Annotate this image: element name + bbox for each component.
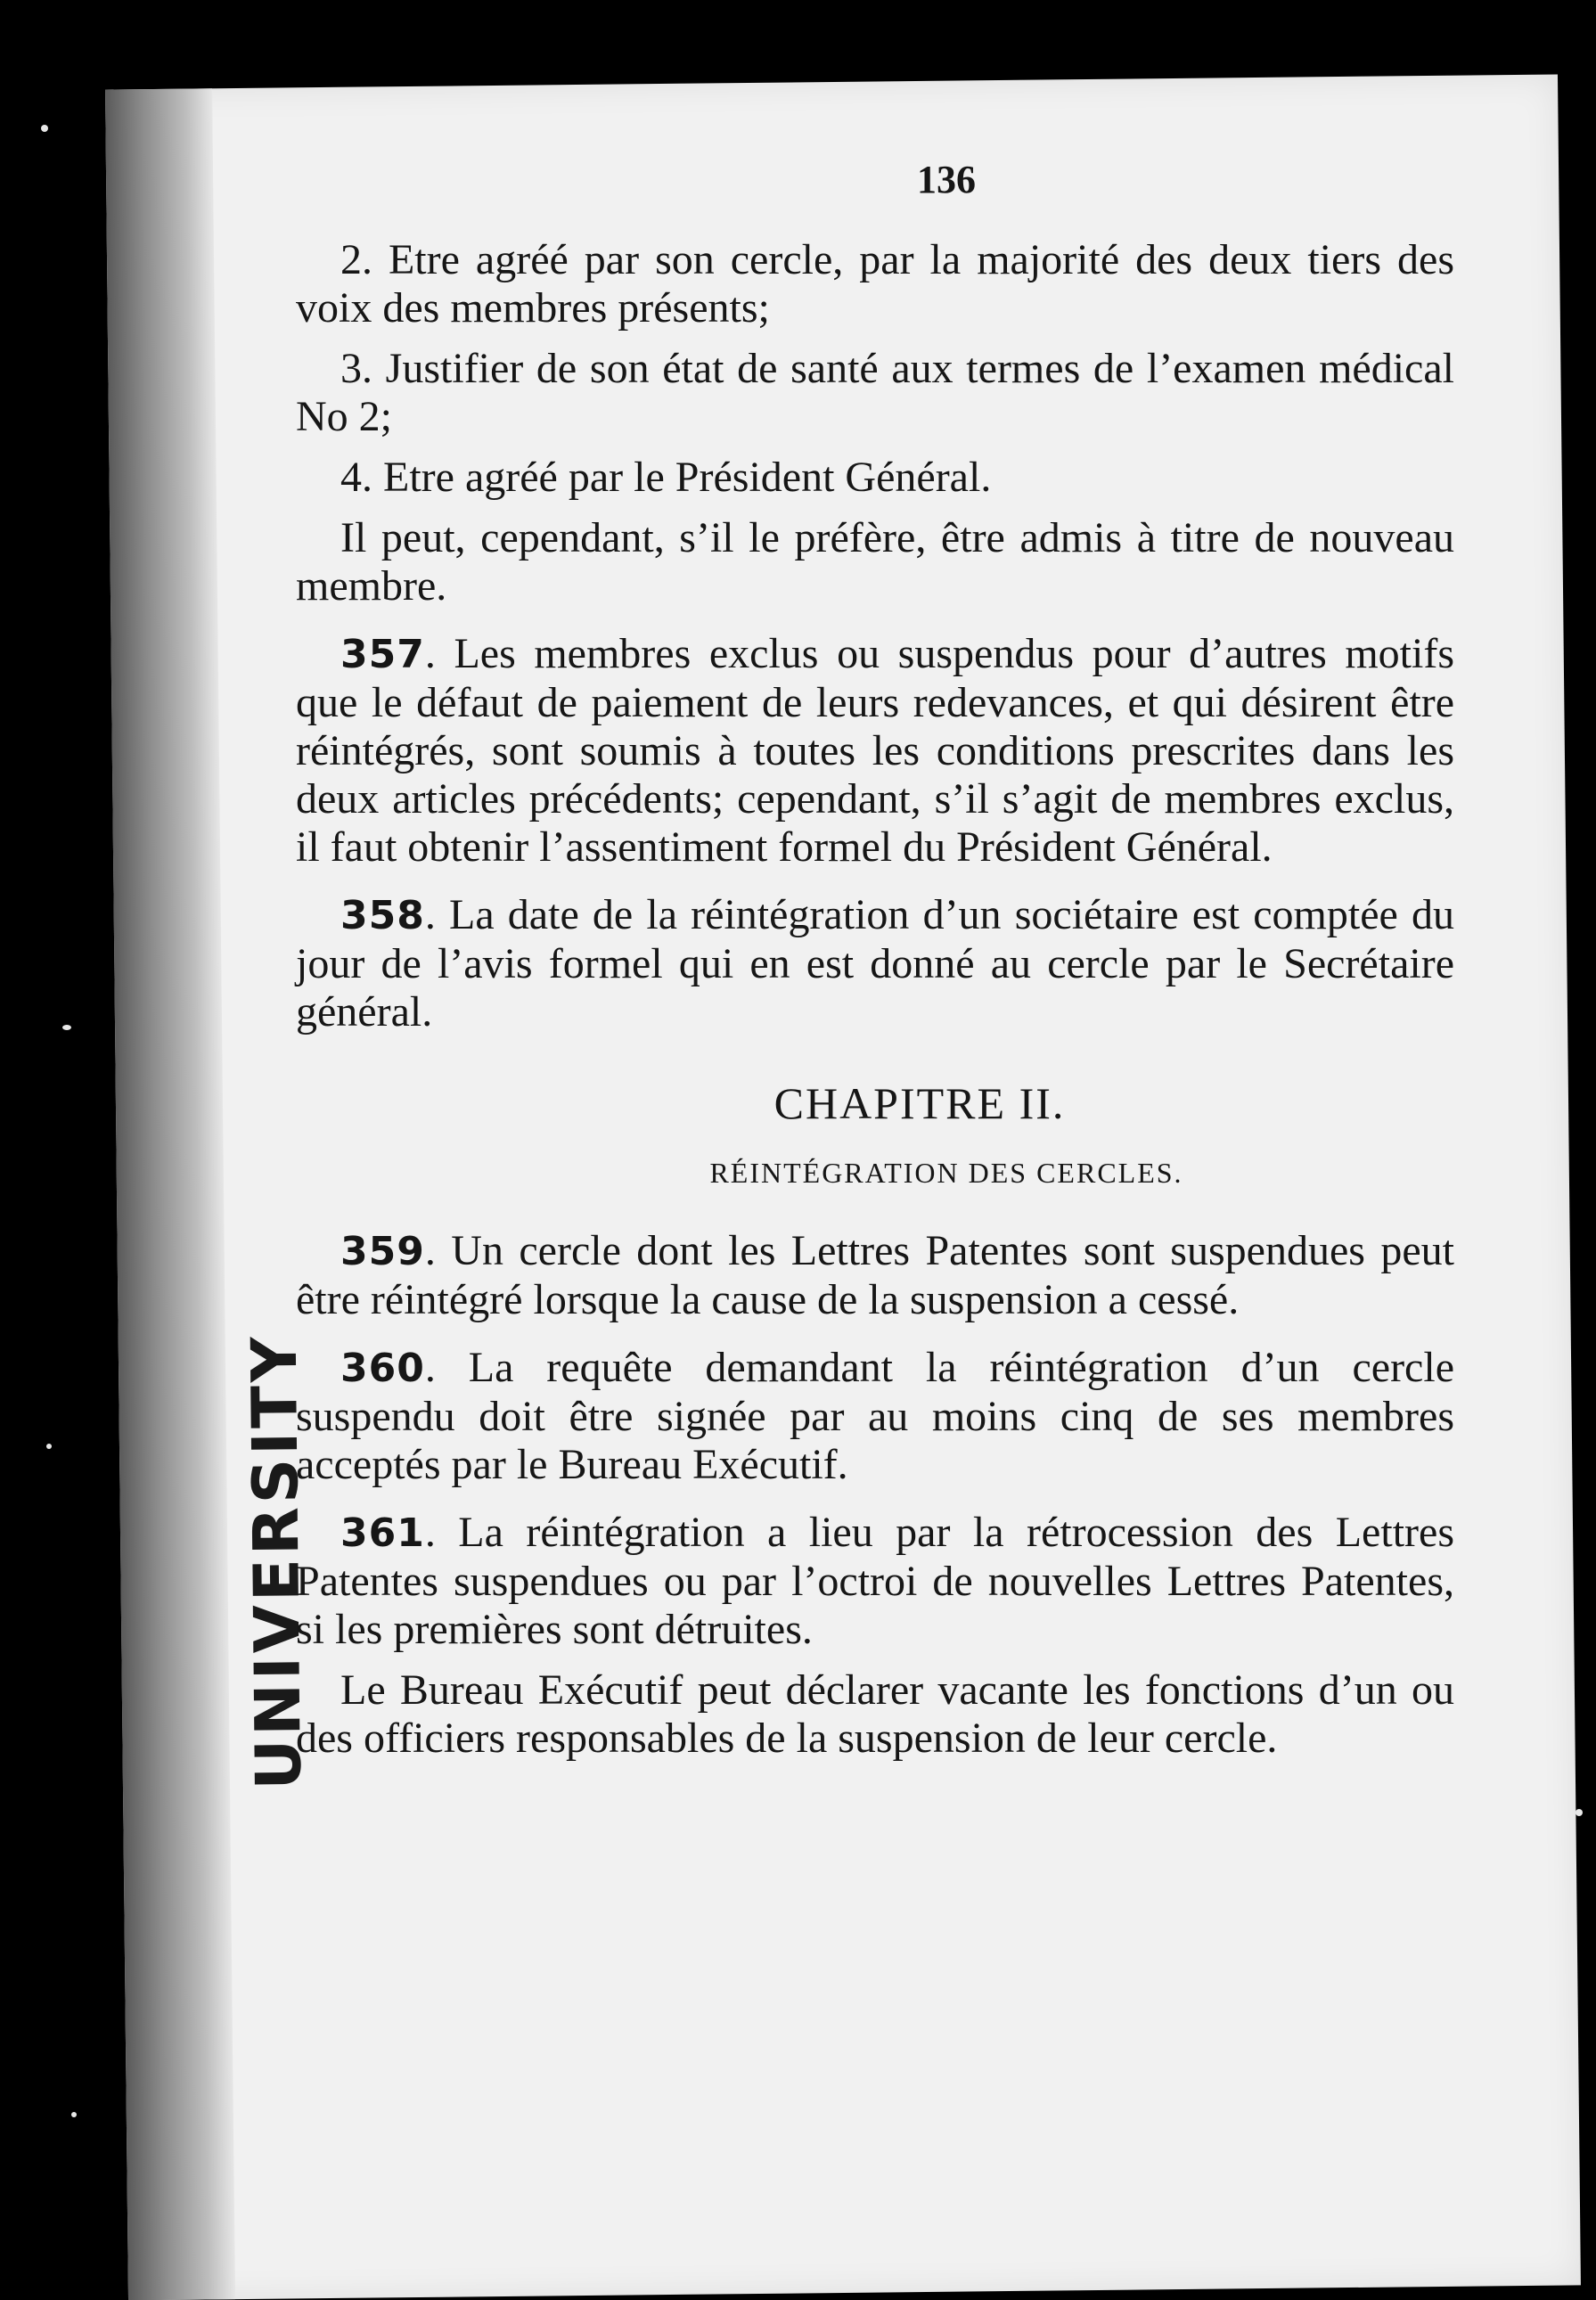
article-text: . La réintégration a lieu par la rétrocession des Lettres Patentes suspendues ou par l’octroi de nouvelles Lettres Patentes, si les premières sont détruites. [296,1509,1454,1653]
condition-4: 4. Etre agréé par le Président Général. [340,454,992,501]
page-number: 136 [917,158,976,201]
closing-paragraph: Le Bureau Exécutif peut déclarer vacante les fonctions d’un ou des officiers responsables de la suspension de leur cercle. [296,1666,1454,1762]
article-361 [296,1509,1454,1654]
dust-speck [71,2112,77,2117]
article-text: . La date de la réintégration d’un sociétaire est comptée du jour de l’avis formel qui en est donné au cercle par le Secrétaire général. [296,891,1454,1035]
library-stamp [184,1327,316,1791]
chapter-subtitle: RÉINTÉGRATION DES CERCLES. [709,1157,1183,1189]
condition-2: 2. Etre agréé par son cercle, par la majorité des deux tiers des voix des membres présents; [296,236,1454,331]
chapter-title: CHAPITRE II. [773,1078,1066,1128]
dust-speck [46,1444,52,1449]
article-357 [296,630,1454,872]
article-text: . La requête demandant la réintégration d’un cercle suspendu doit être signée par au moins cinq de ses membres acceptés par le Bureau Exécutif. [296,1344,1454,1488]
article-text: . Les membres exclus ou suspendus pour d’autres motifs que le défaut de paiement de leurs redevances, et qui désirent être réintégrés, sont soumis à toutes les conditions prescrites dans les deux articles précédents; cependant, s’il s’agit de membres exclus, il faut obtenir l’assentiment formel du Président Général. [296,630,1454,871]
page-text [296,156,1454,1775]
article-number: 358 [340,893,425,938]
dust-speck [62,1025,71,1030]
article-360 [296,1344,1454,1489]
article-number: 357 [340,632,425,677]
article-358 [296,891,1454,1036]
library-stamp-text: UNIVERSITY [237,1332,316,1791]
article-number: 361 [340,1510,425,1556]
page-spine-shadow [105,88,235,2300]
condition-3: 3. Justifier de son état de santé aux termes de l’examen médical No 2; [296,345,1454,440]
article-text: . Un cercle dont les Lettres Patentes sont suspendues peut être réintégré lorsque la cause de la suspension a cessé. [296,1227,1454,1323]
dust-speck [41,125,48,132]
article-number: 360 [340,1346,425,1391]
article-number: 359 [340,1229,425,1274]
dust-speck [1576,1809,1583,1816]
alternative-admission: Il peut, cependant, s’il le préfère, être admis à titre de nouveau membre. [296,514,1454,610]
article-359 [296,1227,1454,1324]
